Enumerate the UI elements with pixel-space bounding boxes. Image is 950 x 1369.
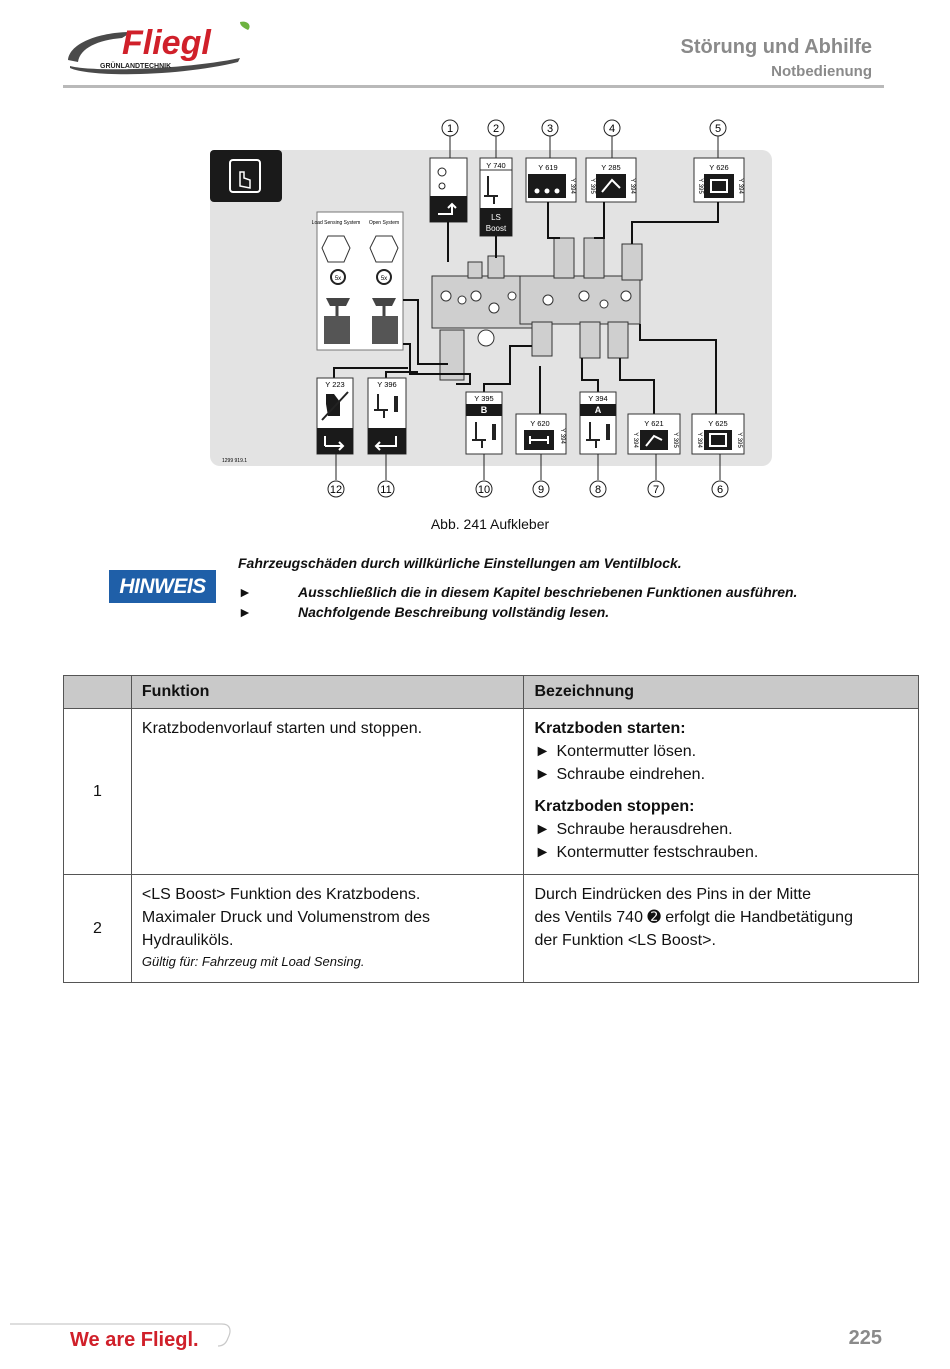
svg-text:Y 621: Y 621	[644, 419, 664, 428]
arrow-icon: ►	[534, 766, 551, 783]
arrow-icon: ►	[534, 821, 551, 838]
svg-text:Y 394: Y 394	[737, 178, 743, 194]
slogan-text: We are Fliegl.	[70, 1329, 199, 1351]
svg-text:Y 396: Y 396	[377, 380, 397, 389]
callout-11: 11	[380, 484, 392, 496]
row-funktion	[131, 875, 524, 983]
row-number: 1	[64, 709, 132, 875]
sticker-diagram	[205, 115, 775, 505]
svg-text:Boost: Boost	[485, 224, 507, 233]
funktion-line: <LS Boost> Funktion des Kratzbodens.	[141, 886, 421, 903]
svg-text:B: B	[480, 405, 488, 415]
svg-text:Y 620: Y 620	[530, 419, 550, 428]
arrow-icon: ►	[238, 604, 252, 620]
svg-text:Y 394: Y 394	[569, 178, 575, 194]
row-bezeichnung	[524, 875, 919, 983]
svg-text:Y 619: Y 619	[538, 163, 558, 172]
svg-text:5x: 5x	[380, 276, 388, 282]
bottom-callouts	[328, 481, 728, 497]
table-row	[64, 709, 919, 875]
svg-text:Open System: Open System	[368, 220, 400, 226]
svg-text:Y 394: Y 394	[629, 178, 635, 194]
top-callouts	[442, 120, 726, 136]
step-item	[534, 841, 908, 864]
callout-4: 4	[608, 123, 616, 135]
callout-9: 9	[537, 484, 545, 496]
svg-text:5x: 5x	[334, 276, 342, 282]
svg-text:Y 395: Y 395	[697, 178, 703, 194]
step-text: Schraube herausdrehen.	[556, 821, 733, 838]
callout-3: 3	[546, 123, 554, 135]
callout-6: 6	[716, 484, 724, 496]
callout-5: 5	[714, 123, 722, 135]
fliegl-logo	[62, 20, 257, 78]
bezeichnung-line: Durch Eindrücken des Pins in der Mitte	[534, 886, 812, 903]
start-heading: Kratzboden starten:	[534, 720, 686, 737]
callout-1: 1	[446, 123, 454, 135]
bezeichnung-line: des Ventils 740 ➋ erfolgt die Handbetätigung	[534, 909, 853, 926]
arrow-icon: ►	[238, 584, 252, 600]
callout-10: 10	[477, 484, 491, 496]
svg-text:Load Sensing System: Load Sensing System	[311, 220, 361, 226]
funktion-line: Hydrauliköls.	[141, 932, 234, 949]
stop-heading: Kratzboden stoppen:	[534, 798, 695, 815]
row-bezeichnung	[524, 709, 919, 875]
step-item	[534, 763, 908, 786]
bezeichnung-line: der Funktion <LS Boost>.	[534, 932, 716, 949]
row-funktion: Kratzbodenvorlauf starten und stoppen.	[131, 709, 524, 875]
header-divider	[63, 85, 884, 88]
table-header-row	[64, 676, 919, 709]
figure-caption: Abb. 241 Aufkleber	[430, 516, 550, 532]
validity-note: Gültig für: Fahrzeug mit Load Sensing.	[141, 954, 365, 969]
drawing-number: 1299 919.1	[222, 458, 248, 464]
notice-badge: HINWEIS	[109, 570, 216, 603]
svg-text:Y 395: Y 395	[474, 394, 494, 403]
notice-item	[238, 584, 797, 600]
logo-wordmark: Fliegl	[122, 24, 211, 62]
svg-text:A: A	[594, 405, 602, 415]
callout-7: 7	[652, 484, 660, 496]
svg-text:Y 740: Y 740	[486, 161, 506, 170]
section-title: Störung und Abhilfe	[680, 36, 872, 58]
step-text: Schraube eindrehen.	[556, 766, 706, 783]
manual-icon	[210, 150, 282, 202]
funktion-line: Maximaler Druck und Volumenstrom des	[141, 909, 431, 926]
svg-text:Y 395: Y 395	[589, 178, 595, 194]
svg-text:Y 626: Y 626	[709, 163, 729, 172]
arrow-icon: ►	[534, 844, 551, 861]
svg-text:Y 223: Y 223	[325, 380, 345, 389]
row-number: 2	[64, 875, 132, 983]
notice-item-text: Nachfolgende Beschreibung vollständig lesen.	[298, 604, 610, 620]
svg-text:Y 394: Y 394	[559, 428, 565, 444]
arrow-icon: ►	[534, 743, 551, 760]
function-table	[63, 675, 919, 983]
svg-text:Y 394: Y 394	[696, 432, 702, 448]
step-text: Kontermutter lösen.	[556, 743, 697, 760]
column-header-number	[64, 676, 132, 709]
notice-item-text: Ausschließlich die in diesem Kapitel beschriebenen Funktionen ausführen.	[298, 584, 798, 600]
logo-subtext: GRÜNLANDTECHNIK	[100, 63, 172, 70]
svg-text:Y 394: Y 394	[588, 394, 608, 403]
svg-text:Y 285: Y 285	[601, 163, 621, 172]
step-item	[534, 740, 908, 763]
callout-2: 2	[492, 123, 500, 135]
step-item	[534, 818, 908, 841]
step-text: Kontermutter festschrauben.	[556, 844, 759, 861]
notice-item	[238, 604, 609, 620]
svg-text:Y 395: Y 395	[672, 432, 678, 448]
table-row	[64, 875, 919, 983]
svg-text:Y 394: Y 394	[632, 432, 638, 448]
callout-8: 8	[594, 484, 602, 496]
footer-slogan	[8, 1320, 233, 1354]
svg-text:Y 395: Y 395	[736, 432, 742, 448]
column-header-bezeichnung: Bezeichnung	[524, 676, 919, 709]
svg-text:Y 625: Y 625	[708, 419, 728, 428]
section-subtitle: Notbedienung	[771, 63, 872, 80]
svg-text:LS: LS	[491, 213, 501, 222]
column-header-funktion: Funktion	[131, 676, 524, 709]
notice-title: Fahrzeugschäden durch willkürliche Einstellungen am Ventilblock.	[238, 555, 682, 571]
callout-12: 12	[329, 484, 343, 496]
page-number: 225	[848, 1327, 882, 1349]
